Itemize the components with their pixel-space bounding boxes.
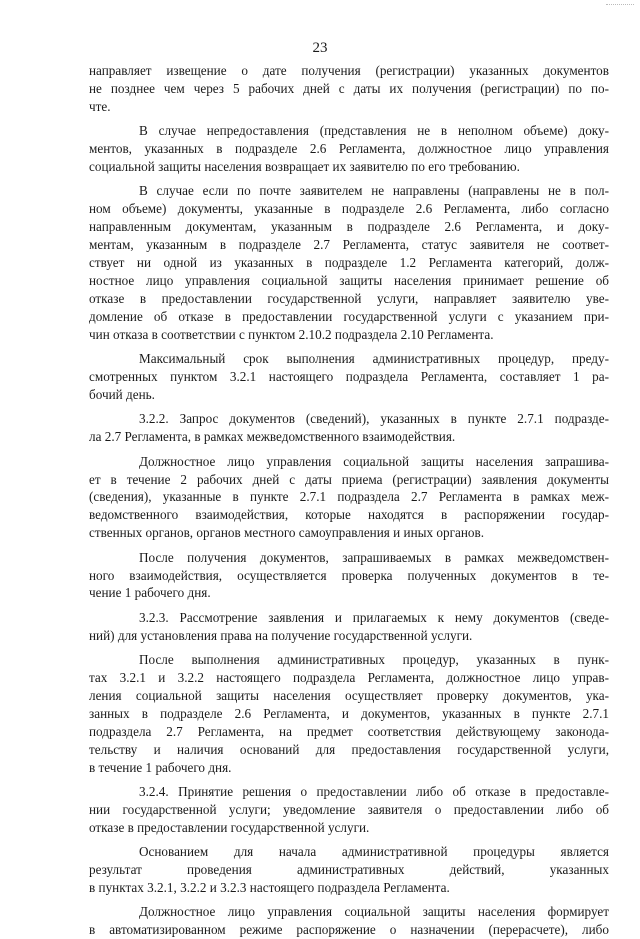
paragraph (89, 350, 609, 404)
paragraph (89, 453, 609, 543)
paragraph (89, 182, 609, 343)
text-line: Должностное лицо управления социальной защиты населения формирует (139, 904, 609, 920)
text-line: ственных органов, органов местного самоуправления и иных органов. (89, 525, 485, 541)
text-line: ном объеме) документы, указанные в подразделе 2.6 Регламента, либо согласно (89, 201, 609, 217)
text-line: ления социальной защиты населения осуществляет проверку документов, ука- (89, 688, 609, 703)
paragraph (89, 410, 609, 446)
text-line: ментов, указанных в подразделе 2.6 Регламента, должностное лицо управления (89, 141, 609, 157)
paragraph (89, 843, 609, 897)
page-number: 23 (312, 40, 328, 56)
text-line: бочий день. (89, 386, 155, 402)
text-line: не позднее чем через 5 рабочих дней с даты их получения (регистрации) по по- (89, 80, 609, 96)
text-line: чение 1 рабочего дня. (89, 585, 211, 601)
text-line: направляет извещение о дате получения (регистрации) указанных документов (89, 63, 609, 78)
text-line: ного взаимодействия, осуществляется проверка полученных документов в те- (89, 567, 609, 583)
text-line: ментам, указанным в подразделе 2.7 Регламента, статус заявителя не соответ- (89, 237, 609, 253)
scan-corner-mark (606, 4, 634, 11)
text-line: чин отказа в соответствии с пунктом 2.10.2 подраздела 2.10 Регламента. (89, 326, 494, 342)
text-line: После получения документов, запрашиваемых в рамках межведомствен- (139, 549, 609, 565)
paragraph (89, 651, 609, 776)
text-line: ведомственного взаимодействия, которые находятся в распоряжении государ- (89, 507, 609, 523)
text-line: После выполнения административных процедур, указанных в пунк- (139, 652, 609, 668)
text-line: занных в подразделе 2.6 Регламента, и документов, указанных в пункте 2.7.1 (89, 705, 609, 721)
text-line: В случае непредоставления (представления не в неполном объеме) доку- (139, 123, 609, 139)
text-line: 3.2.2. Запрос документов (сведений), указанных в пункте 2.7.1 подразде- (139, 411, 609, 427)
text-line: Должностное лицо управления социальной защиты населения запрашива- (139, 453, 609, 469)
text-line: ла 2.7 Регламента, в рамках межведомственного взаимодействия. (89, 429, 456, 445)
paragraph (89, 122, 609, 176)
text-line: 3.2.4. Принятие решения о предоставлении либо об отказе в предоставле- (139, 784, 609, 800)
text-line: домление об отказе в предоставлении государственной услуги с указанием при- (89, 308, 609, 324)
text-line: Основанием для начала административной процедуры является (139, 844, 609, 860)
text-line: тельству и наличия оснований для предоставления государственной услуги, (89, 741, 609, 757)
paragraph (89, 903, 609, 939)
text-line: нии государственной услуги; уведомление заявителя о предоставлении либо об (89, 801, 609, 817)
text-line: отказе в предоставлении государственной услуги. (89, 819, 370, 835)
text-line: ностное лицо управления социальной защиты населения принимает решение об (89, 272, 609, 288)
paragraph (89, 62, 609, 116)
document-body (89, 62, 609, 939)
text-line: направленным документам, указанным в подразделе 2.6 Регламента, и доку- (89, 219, 609, 235)
text-line: ний) для установления права на получение государственной услуги. (89, 627, 473, 643)
text-line: в течение 1 рабочего дня. (89, 759, 232, 775)
text-line: социальной защиты населения возвращает их заявителю по его требованию. (89, 159, 520, 175)
text-line: смотренных пунктом 3.2.1 настоящего подраздела Регламента, составляет 1 ра- (89, 369, 609, 384)
paragraph (89, 549, 609, 603)
paragraph (89, 783, 609, 837)
text-line: чте. (89, 98, 111, 114)
text-line: В случае если по почте заявителем не направлены (направлены не в пол- (139, 183, 609, 199)
text-line: в пунктах 3.2.1, 3.2.2 и 3.2.3 настоящего подраздела Регламента. (89, 880, 450, 896)
paragraph (89, 609, 609, 645)
text-line: Максимальный срок выполнения административных процедур, преду- (139, 351, 609, 367)
text-line: 3.2.3. Рассмотрение заявления и прилагаемых к нему документов (сведе- (139, 609, 609, 625)
text-line: в автоматизированном режиме распоряжение о назначении (перерасчете), либо (89, 922, 609, 938)
text-line: (сведения), указанные в пункте 2.7.1 подраздела 2.7 Регламента в рамках меж- (89, 489, 609, 505)
text-line: ствует ни одной из указанных в подразделе 1.2 Регламента категорий, долж- (89, 255, 609, 271)
text-line: ет в течение 2 рабочих дней с даты приема (регистрации) заявления документы (89, 471, 609, 487)
text-line: подраздела 2.7 Регламента, на предмет соответствия действующему законода- (89, 723, 609, 739)
text-line: тах 3.2.1 и 3.2.2 настоящего подраздела Регламента, должностное лицо управ- (89, 670, 609, 686)
text-line: отказе в предоставлении государственной услуги, направляет заявителю уве- (89, 290, 609, 306)
text-line: результат проведения административных действий, указанных (89, 862, 609, 878)
